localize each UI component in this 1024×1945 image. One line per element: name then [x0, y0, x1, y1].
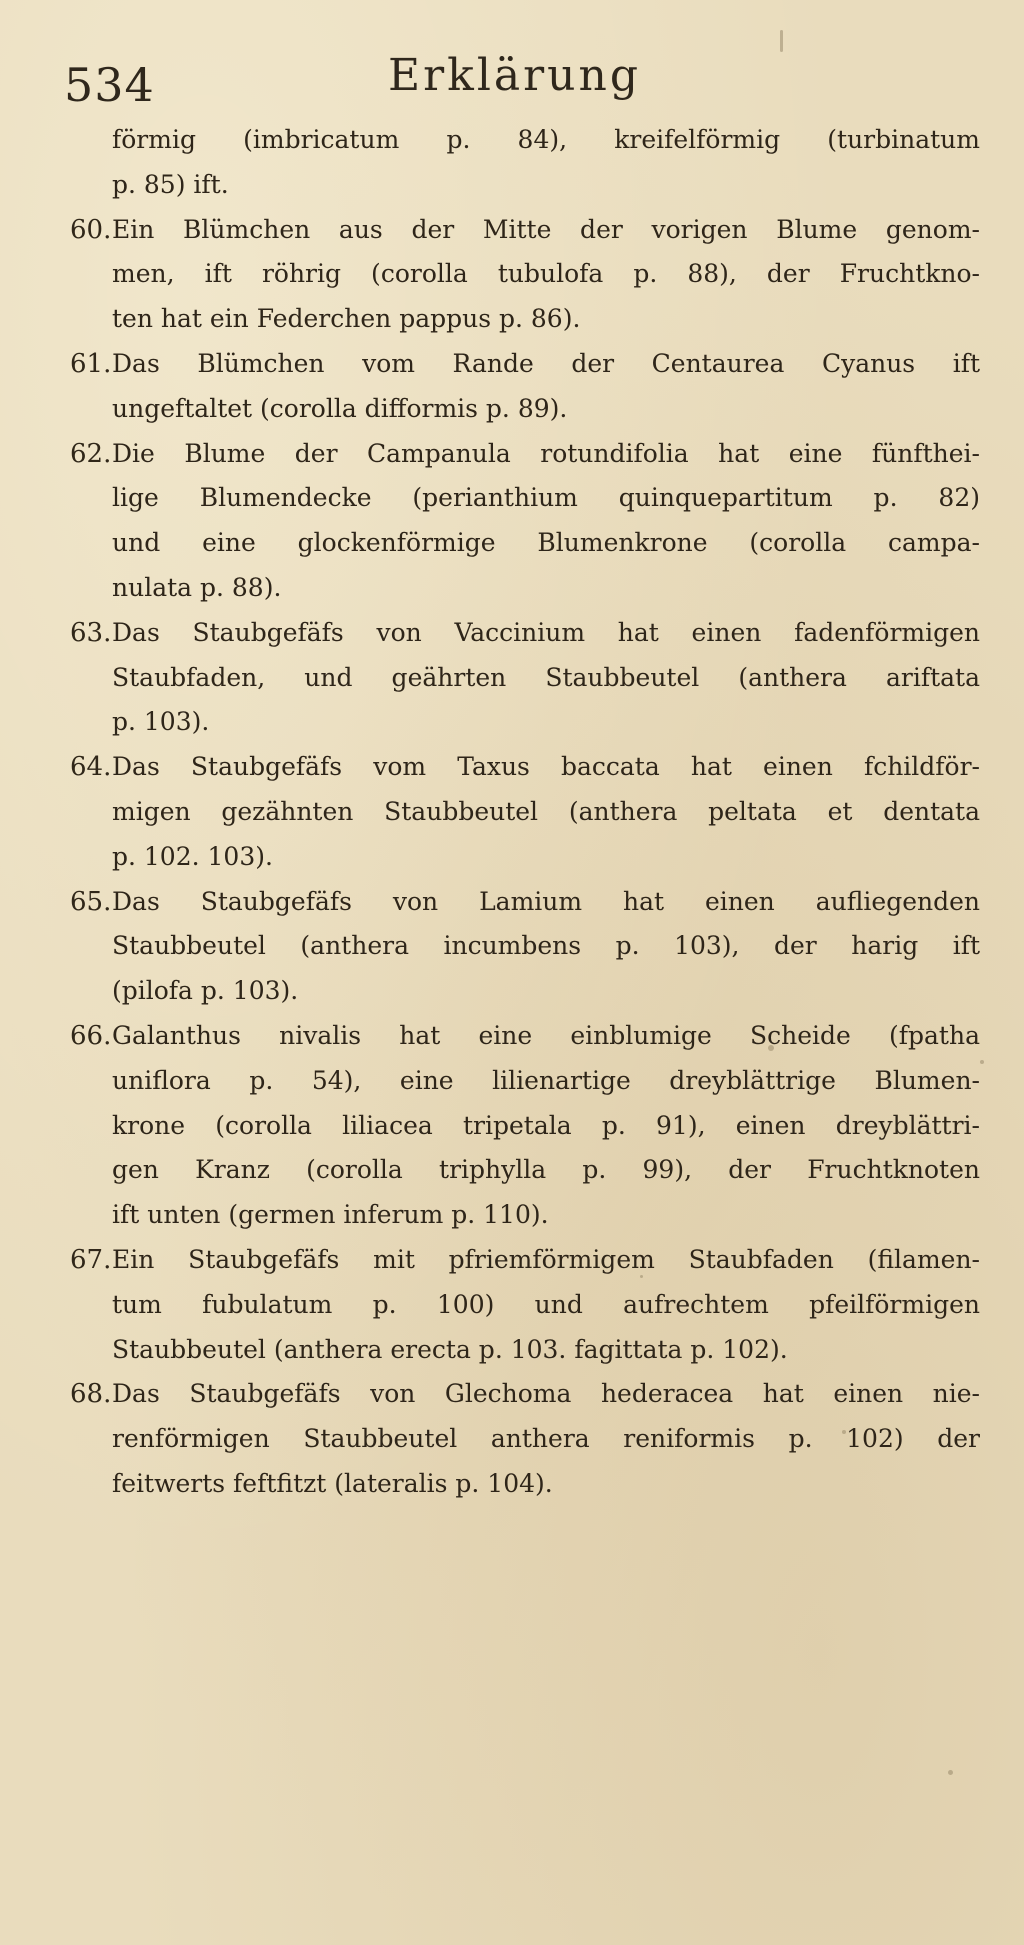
line-text: Das Staubgefäfs von Vaccinium hat einen fadenförmigen: [112, 617, 980, 647]
continuation-line: [70, 835, 990, 880]
line-text: Das Staubgefäfs vom Taxus baccata hat einen fchildför-: [112, 752, 980, 782]
line-text: krone (corolla liliacea tripetala p. 91), einen dreyblättri-: [112, 1110, 980, 1140]
entry-number: 66.: [70, 1020, 112, 1051]
line-text: tum fubulatum p. 100) und aufrechtem pfeilförmigen: [112, 1289, 980, 1319]
line-text: Ein Staubgefäfs mit pfriemförmigem Staubfaden (filamen-: [112, 1244, 980, 1274]
line-text: men, ift röhrig (corolla tubulofa p. 88), der Fruchtkno-: [112, 259, 980, 289]
running-title: Erklärung: [388, 50, 641, 101]
entry-number: 64.: [70, 752, 112, 783]
line-text: und eine glockenförmige Blumenkrone (corolla campa-: [112, 528, 980, 558]
continuation-line: [70, 521, 990, 566]
continuation-line: [70, 1283, 990, 1328]
line-text: Ein Blümchen aus der Mitte der vorigen Blume genom-: [112, 214, 980, 244]
continuation-line: [70, 924, 990, 969]
line-text: p. 85) ift.: [112, 169, 229, 199]
line-text: uniflora p. 54), eine lilienartige dreyblättrige Blumen-: [112, 1065, 980, 1095]
line-text: gen Kranz (corolla triphylla p. 99), der Fruchtknoten: [112, 1155, 980, 1185]
continuation-line: [70, 297, 990, 342]
numbered-entry-line: [70, 342, 990, 387]
line-text: renförmigen Staubbeutel anthera reniformis p. 102) der: [112, 1424, 980, 1454]
paper-speck: [948, 1770, 953, 1775]
line-text: feitwerts feftfitzt (lateralis p. 104).: [112, 1468, 553, 1498]
continuation-line: [70, 1148, 990, 1193]
entry-number: 62.: [70, 438, 112, 469]
continuation-line: [70, 1193, 990, 1238]
line-text: Staubbeutel (anthera erecta p. 103. fagittata p. 102).: [112, 1334, 788, 1364]
line-text: förmig (imbricatum p. 84), kreifelförmig (turbinatum: [112, 125, 980, 154]
numbered-entry-line: [70, 880, 990, 925]
entry-number: 65.: [70, 886, 112, 917]
page-header: [0, 48, 1024, 118]
line-text: nulata p. 88).: [112, 572, 282, 602]
entry-number: 68.: [70, 1379, 112, 1410]
paper-speck: [842, 1430, 846, 1434]
line-text: ungeftaltet (corolla difformis p. 89).: [112, 393, 568, 423]
line-text: p. 103).: [112, 707, 210, 737]
continuation-line: [70, 1328, 990, 1373]
line-text: Staubfaden, und geährten Staubbeutel (anthera ariftata: [112, 662, 980, 692]
paper-speck: [980, 1060, 984, 1064]
line-text: Das Staubgefäfs von Lamium hat einen aufliegenden: [112, 886, 980, 916]
numbered-entry-line: [70, 208, 990, 253]
line-text: p. 102. 103).: [112, 841, 273, 871]
line-text: Das Blümchen vom Rande der Centaurea Cyanus ift: [112, 348, 980, 378]
line-text: migen gezähnten Staubbeutel (anthera peltata et dentata: [112, 796, 980, 826]
paper-speck: [640, 1275, 643, 1278]
entry-number: 60.: [70, 214, 112, 245]
line-text: lige Blumendecke (perianthium quinquepartitum p. 82): [112, 483, 980, 513]
line-text: Die Blume der Campanula rotundifolia hat eine fünfthei-: [112, 438, 980, 468]
continuation-line: [70, 656, 990, 701]
numbered-entry-line: [70, 1238, 990, 1283]
continuation-line: [70, 476, 990, 521]
continuation-line: [70, 1462, 990, 1507]
numbered-entry-line: [70, 1014, 990, 1059]
continuation-line: [70, 1059, 990, 1104]
numbered-entry-line: [70, 611, 990, 656]
paper-speck: [768, 1045, 774, 1051]
continuation-line: [70, 566, 990, 611]
page-number: 534: [64, 58, 155, 112]
line-text: ift unten (germen inferum p. 110).: [112, 1200, 549, 1230]
numbered-entry-line: [70, 1372, 990, 1417]
line-text: ten hat ein Federchen pappus p. 86).: [112, 304, 581, 334]
paper-speck: [780, 30, 783, 52]
line-text: (pilofa p. 103).: [112, 976, 299, 1006]
numbered-entry-line: [70, 432, 990, 477]
explanation-text-block: [70, 118, 990, 1507]
continuation-line: [70, 1104, 990, 1149]
continuation-line: [70, 1417, 990, 1462]
entry-number: 61.: [70, 348, 112, 379]
entry-number: 67.: [70, 1244, 112, 1275]
line-text: Galanthus nivalis hat eine einblumige Scheide (fpatha: [112, 1020, 980, 1050]
continuation-line: [70, 118, 990, 163]
continuation-line: [70, 700, 990, 745]
continuation-line: [70, 252, 990, 297]
line-text: Staubbeutel (anthera incumbens p. 103), der harig ift: [112, 931, 980, 961]
entry-number: 63.: [70, 617, 112, 648]
continuation-line: [70, 969, 990, 1014]
continuation-line: [70, 790, 990, 835]
numbered-entry-line: [70, 745, 990, 790]
continuation-line: [70, 387, 990, 432]
line-text: Das Staubgefäfs von Glechoma hederacea hat einen nie-: [112, 1379, 980, 1409]
continuation-line: [70, 163, 990, 208]
